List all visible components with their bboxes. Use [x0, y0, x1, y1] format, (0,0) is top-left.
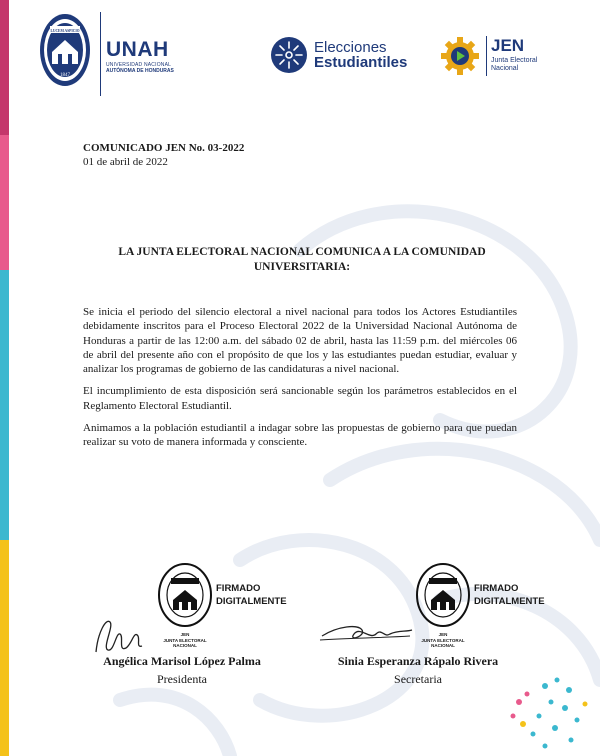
- seal-year: 1847: [60, 73, 70, 78]
- elecciones-logo-icon: [270, 36, 308, 74]
- signer-role-left: Presidenta: [157, 672, 207, 686]
- signer-role-right: Secretaria: [394, 672, 442, 686]
- elecciones-line-2: Estudiantiles: [314, 54, 408, 71]
- handwritten-signature-right: [318, 618, 414, 646]
- jen-wordmark: JEN: [491, 36, 525, 55]
- jen-subline-2: Nacional: [491, 65, 519, 72]
- jen-divider: [486, 36, 487, 76]
- unah-divider: [100, 12, 101, 96]
- unah-subline-2: AUTÓNOMA DE HONDURAS: [106, 68, 174, 74]
- seal-jen-label: JEN: [438, 632, 448, 637]
- seal-jen-sub: JUNTA ELECTORAL NACIONAL: [421, 637, 465, 648]
- paragraph: El incumplimiento de esta disposición será sancionable según los parámetros establecidos en el Reglamento Electoral Estudiantil.: [83, 385, 517, 412]
- decorative-dots-icon: [505, 668, 595, 754]
- handwritten-signature-left: [88, 612, 148, 658]
- paragraph: Animamos a la población estudiantil a indagar sobre las propuestas de gobierno para que puedan realizar su voto de manera informada y consciente.: [83, 422, 517, 449]
- signer-name-left: Angélica Marisol López Palma: [103, 654, 261, 668]
- paragraph: Se inicia el periodo del silencio electoral a nivel nacional para todos los Actores Estudiantiles debidamente inscritos para el Proceso Electoral 2022 de la Universidad Nacional Autónoma de Honduras a partir de las 12:00 a.m. del sábado 02 de abril, hasta las 11:59 p.m. del miércoles 06 de abril del presente año con el propósito de que los y las estudiantes puedan estudiar, evaluar y analizar los programas de gobierno de las candidaturas a nivel nacional.: [83, 306, 517, 376]
- seal-caption: [155, 632, 215, 649]
- letterhead: [0, 6, 600, 96]
- seal-motto: LUCEM ASPICIO: [50, 29, 80, 33]
- jen-gear-logo-icon: [440, 36, 480, 76]
- signer-name-right: Sinia Esperanza Rápalo Rivera: [337, 654, 499, 668]
- digital-signature-note: [474, 582, 545, 608]
- document-body: [83, 305, 517, 458]
- unah-seal-icon: [38, 12, 92, 88]
- seal-caption: [413, 632, 473, 649]
- unah-wordmark: UNAH: [106, 38, 169, 61]
- document-heading: LA JUNTA ELECTORAL NACIONAL COMUNICA A LA COMUNIDAD UNIVERSITARIA:: [118, 246, 486, 273]
- seal-jen-label: JEN: [180, 632, 190, 637]
- document-date: 01 de abril de 2022: [83, 156, 168, 168]
- jen-seal-icon: [415, 562, 471, 628]
- digital-line-1: FIRMADO: [216, 583, 261, 594]
- jen-seal-icon: [157, 562, 213, 628]
- jen-subline-1: Junta Electoral: [491, 57, 538, 64]
- document-id: COMUNICADO JEN No. 03-2022: [83, 142, 245, 154]
- unah-subline-1: UNIVERSIDAD NACIONAL: [106, 62, 172, 68]
- stripe-yellow: [0, 540, 9, 756]
- digital-signature-note: [216, 582, 287, 608]
- digital-line-2: DIGITALMENTE: [216, 596, 287, 607]
- stripe-cyan: [0, 270, 9, 540]
- digital-line-2: DIGITALMENTE: [474, 596, 545, 607]
- digital-line-1: FIRMADO: [474, 583, 519, 594]
- seal-jen-sub: JUNTA ELECTORAL NACIONAL: [163, 637, 207, 648]
- stripe-pink: [0, 135, 9, 270]
- elecciones-line-1: Elecciones: [314, 39, 387, 56]
